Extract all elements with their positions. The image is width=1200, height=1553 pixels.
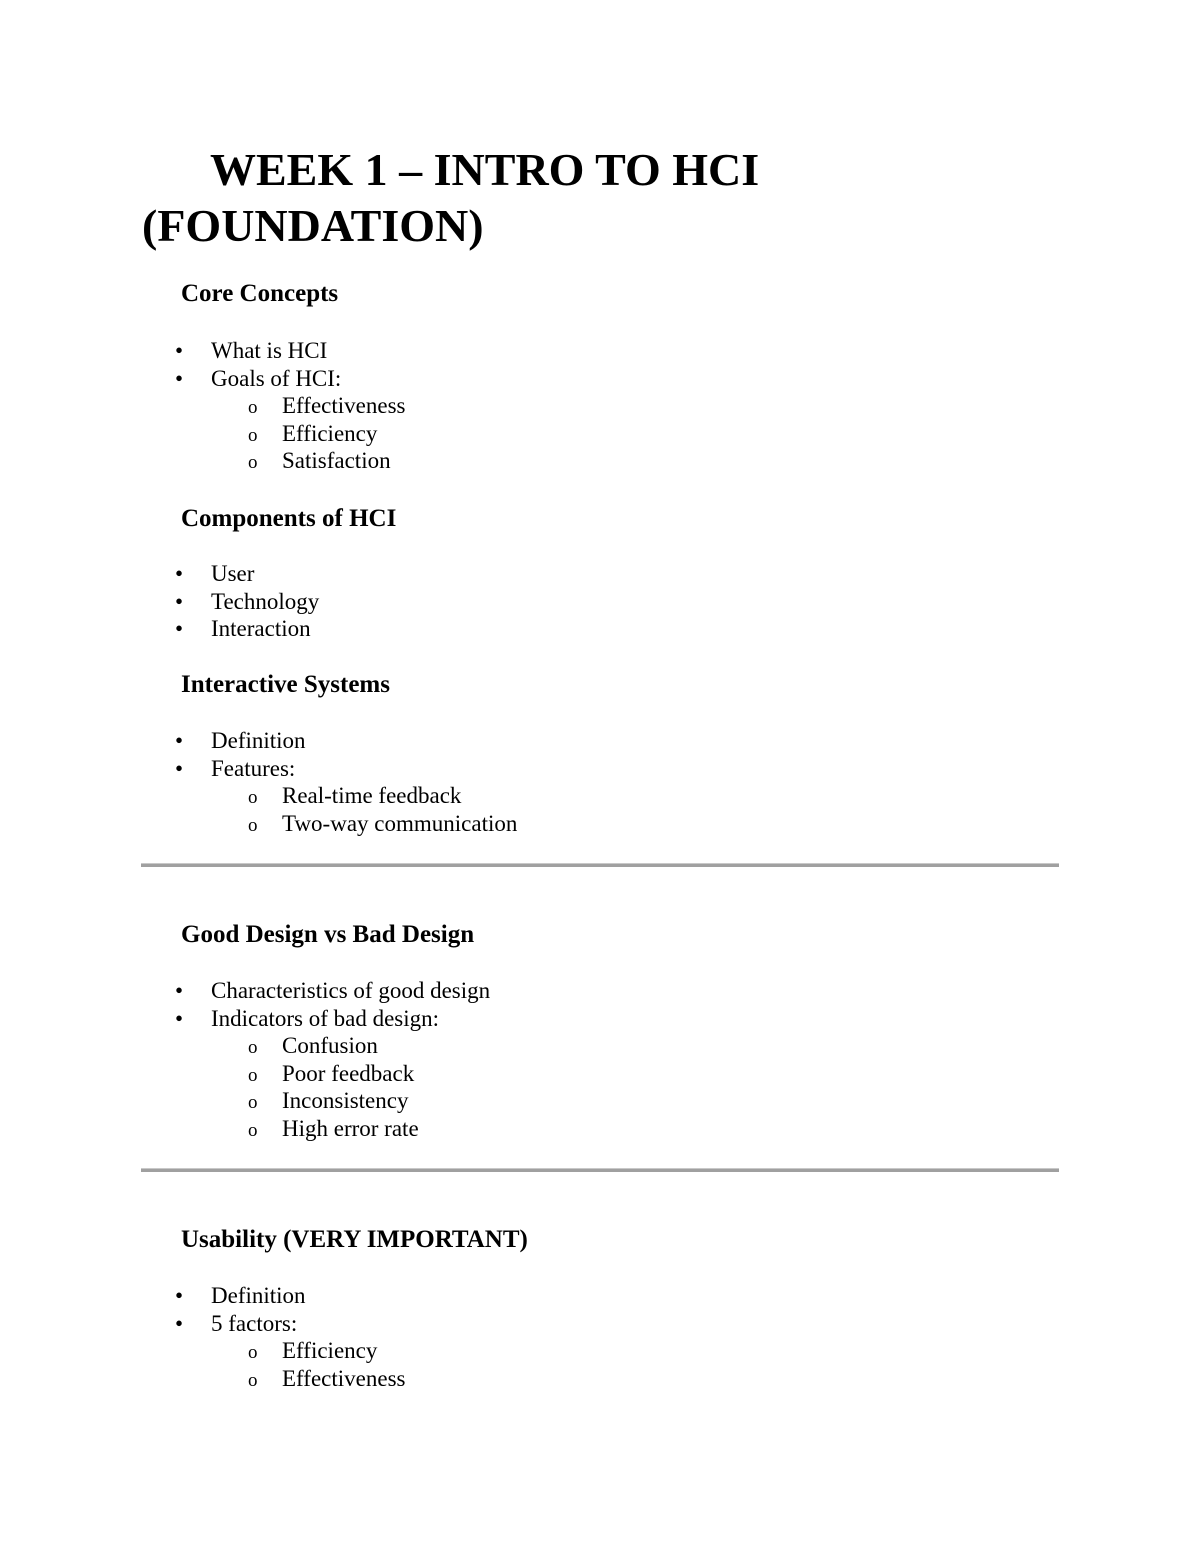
list-item-text: Effectiveness (282, 1365, 406, 1391)
list-item (0, 365, 405, 393)
bullet-disc-icon: • (175, 338, 184, 363)
list-item (0, 782, 517, 810)
list-item-text: Inconsistency (282, 1088, 409, 1113)
list-item-text: Definition (211, 728, 306, 753)
list-item (0, 447, 405, 475)
list-item (0, 392, 405, 420)
list-item-text: Efficiency (282, 1338, 378, 1363)
list-interactive-systems (0, 727, 517, 837)
bullet-circle-icon: o (248, 1369, 258, 1391)
bullet-circle-icon: o (248, 397, 258, 418)
bullet-disc-icon: • (175, 365, 184, 391)
list-item-text: Poor feedback (282, 1060, 415, 1086)
list-item-text: Effectiveness (282, 393, 406, 418)
list-item-text: Interaction (211, 616, 311, 641)
list-good-vs-bad-design (0, 977, 490, 1142)
list-item-text: Indicators of bad design: (211, 1005, 440, 1031)
section-heading-usability: Usability (VERY IMPORTANT) (181, 1226, 528, 1253)
list-item (0, 615, 319, 643)
bullet-circle-icon: o (248, 814, 258, 836)
list-item (0, 337, 405, 365)
bullet-disc-icon: • (175, 978, 184, 1003)
list-item (0, 755, 517, 783)
bullet-circle-icon: o (248, 1342, 258, 1363)
list-item (0, 977, 490, 1005)
list-item (0, 1087, 490, 1115)
bullet-circle-icon: o (248, 452, 258, 473)
bullet-circle-icon: o (248, 424, 258, 446)
bullet-disc-icon: • (175, 1310, 184, 1336)
bullet-disc-icon: • (175, 616, 184, 641)
list-item (0, 1060, 490, 1088)
bullet-circle-icon: o (248, 787, 258, 808)
section-heading-interactive-systems: Interactive Systems (181, 671, 390, 698)
list-item (0, 1115, 490, 1143)
list-item-text: Two-way communication (282, 810, 518, 836)
list-item-text: Satisfaction (282, 448, 391, 473)
list-item (0, 810, 517, 838)
list-item-text: 5 factors: (211, 1310, 298, 1336)
list-item-text: High error rate (282, 1115, 419, 1141)
list-item (0, 420, 405, 448)
horizontal-rule (141, 863, 1059, 867)
list-usability (0, 1282, 405, 1392)
list-components (0, 560, 319, 643)
list-item-text: Technology (211, 588, 320, 614)
list-item-text: Definition (211, 1283, 306, 1308)
section-heading-components: Components of HCI (181, 505, 397, 532)
list-item (0, 588, 319, 616)
list-item-text: Efficiency (282, 420, 378, 446)
bullet-circle-icon: o (248, 1037, 258, 1058)
bullet-disc-icon: • (175, 588, 184, 614)
bullet-disc-icon: • (175, 755, 184, 781)
list-item-text: Confusion (282, 1033, 378, 1058)
bullet-disc-icon: • (175, 561, 184, 586)
bullet-circle-icon: o (248, 1064, 258, 1086)
list-item-text: Characteristics of good design (211, 978, 491, 1003)
list-item-text: Goals of HCI: (211, 365, 342, 391)
bullet-circle-icon: o (248, 1092, 258, 1113)
list-item (0, 1032, 490, 1060)
list-item-text: What is HCI (211, 338, 328, 363)
list-item (0, 1005, 490, 1033)
bullet-disc-icon: • (175, 1283, 184, 1308)
page-title: WEEK 1 – INTRO TO HCI (FOUNDATION) (142, 144, 760, 251)
section-heading-core-concepts: Core Concepts (181, 280, 339, 307)
bullet-disc-icon: • (175, 1005, 184, 1031)
list-item (0, 727, 517, 755)
list-item (0, 560, 319, 588)
section-heading-good-vs-bad-design: Good Design vs Bad Design (181, 921, 475, 948)
list-item-text: Features: (211, 755, 296, 781)
list-item (0, 1365, 405, 1393)
list-item (0, 1282, 405, 1310)
list-item (0, 1337, 405, 1365)
horizontal-rule (141, 1168, 1059, 1172)
list-item-text: Real-time feedback (282, 783, 462, 808)
list-core-concepts (0, 337, 405, 475)
bullet-circle-icon: o (248, 1119, 258, 1141)
list-item (0, 1310, 405, 1338)
bullet-disc-icon: • (175, 728, 184, 753)
list-item-text: User (211, 561, 255, 586)
